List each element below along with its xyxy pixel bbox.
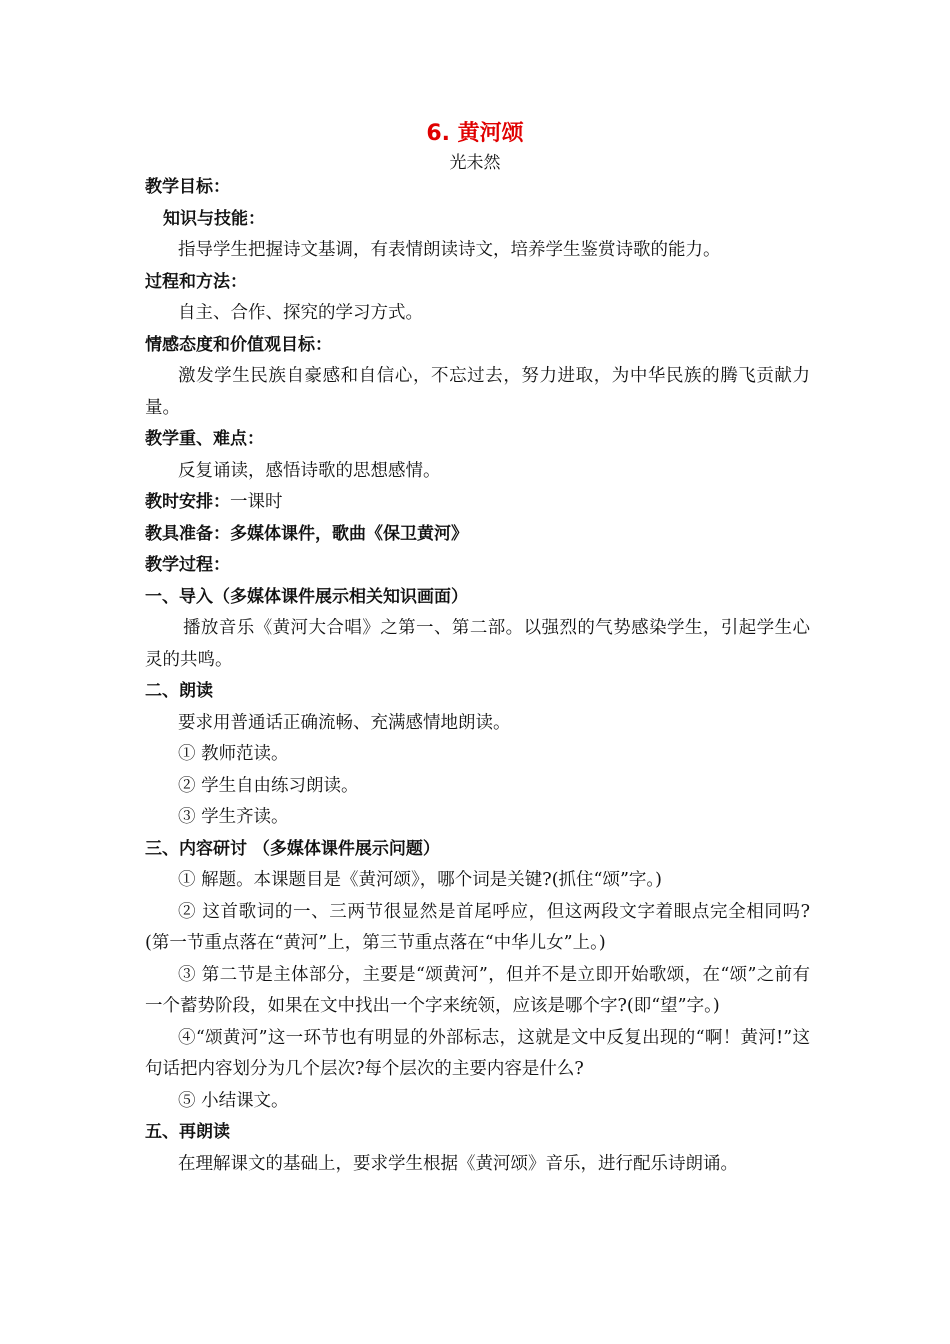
knowledge-text: 指导学生把握诗文基调，有表情朗读诗文，培养学生鉴赏诗歌的能力。 <box>178 240 721 260</box>
section-3-item-4: ④“颂黄河”这一环节也有明显的外部标志，这就是文中反复出现的“啊！黄河!”这句话把内容划分为几个层次?每个层次的主要内容是什么? <box>145 1027 810 1079</box>
section-3-item-2: ② 这首歌词的一、三两节很显然是首尾呼应，但这两段文字着眼点完全相同吗?(第一节重点落在“黄河”上，第三节重点落在“中华儿女”上。) <box>145 901 810 953</box>
section-1-heading: 一、导入（多媒体课件展示相关知识画面） <box>145 586 468 607</box>
document-author: 光未然 <box>449 153 501 173</box>
section-1-text: 播放音乐《黄河大合唱》之第一、第二部。以强烈的气势感染学生，引起学生心灵的共鸣。 <box>145 618 810 670</box>
emotion-heading: 情感态度和价值观目标： <box>145 334 332 355</box>
time-label: 教时安排： <box>145 492 230 512</box>
emotion-text: 激发学生民族自豪感和自信心，不忘过去，努力进取，为中华民族的腾飞贡献力量。 <box>145 366 810 418</box>
section-2-item-2: ② 学生自由练习朗读。 <box>178 775 359 796</box>
section-5-heading: 五、再朗读 <box>145 1122 230 1142</box>
time-value: 一课时 <box>230 492 283 512</box>
section-2-item-1: ① 教师范读。 <box>178 744 289 764</box>
section-5-text: 在理解课文的基础上，要求学生根据《黄河颂》音乐，进行配乐诗朗诵。 <box>178 1153 738 1174</box>
document-title: 6. 黄河颂 <box>426 121 524 146</box>
section-2-item-3: ③ 学生齐读。 <box>178 807 289 827</box>
process-method-text: 自主、合作、探究的学习方式。 <box>178 303 423 323</box>
section-2-heading: 二、朗读 <box>145 681 213 701</box>
teaching-process-heading: 教学过程： <box>145 555 230 575</box>
section-3-item-1: ① 解题。本课题目是《黄河颂》，哪个词是关键?(抓住“颂”字。) <box>178 870 662 890</box>
knowledge-heading: 知识与技能： <box>163 208 265 229</box>
document-body <box>145 172 810 1180</box>
key-points-text: 反复诵读，感悟诗歌的思想感情。 <box>178 460 441 481</box>
section-3-item-3: ③ 第二节是主体部分，主要是“颂黄河”，但并不是立即开始歌颂，在“颂”之前有一个蓄势阶段，如果在文中找出一个字来统领，应该是哪个字?(即“望”字。) <box>145 964 810 1016</box>
section-3-heading: 三、内容研讨 （多媒体课件展示问题） <box>145 838 440 859</box>
tools-line: 教具准备：多媒体课件，歌曲《保卫黄河》 <box>145 523 468 544</box>
section-3-item-5: ⑤ 小结课文。 <box>178 1090 289 1111</box>
objectives-heading: 教学目标： <box>145 177 230 197</box>
section-2-text: 要求用普通话正确流畅、充满感情地朗读。 <box>178 712 511 733</box>
key-points-heading: 教学重、难点： <box>145 429 264 449</box>
time-arrangement <box>145 487 810 519</box>
process-method-heading: 过程和方法： <box>145 271 247 292</box>
